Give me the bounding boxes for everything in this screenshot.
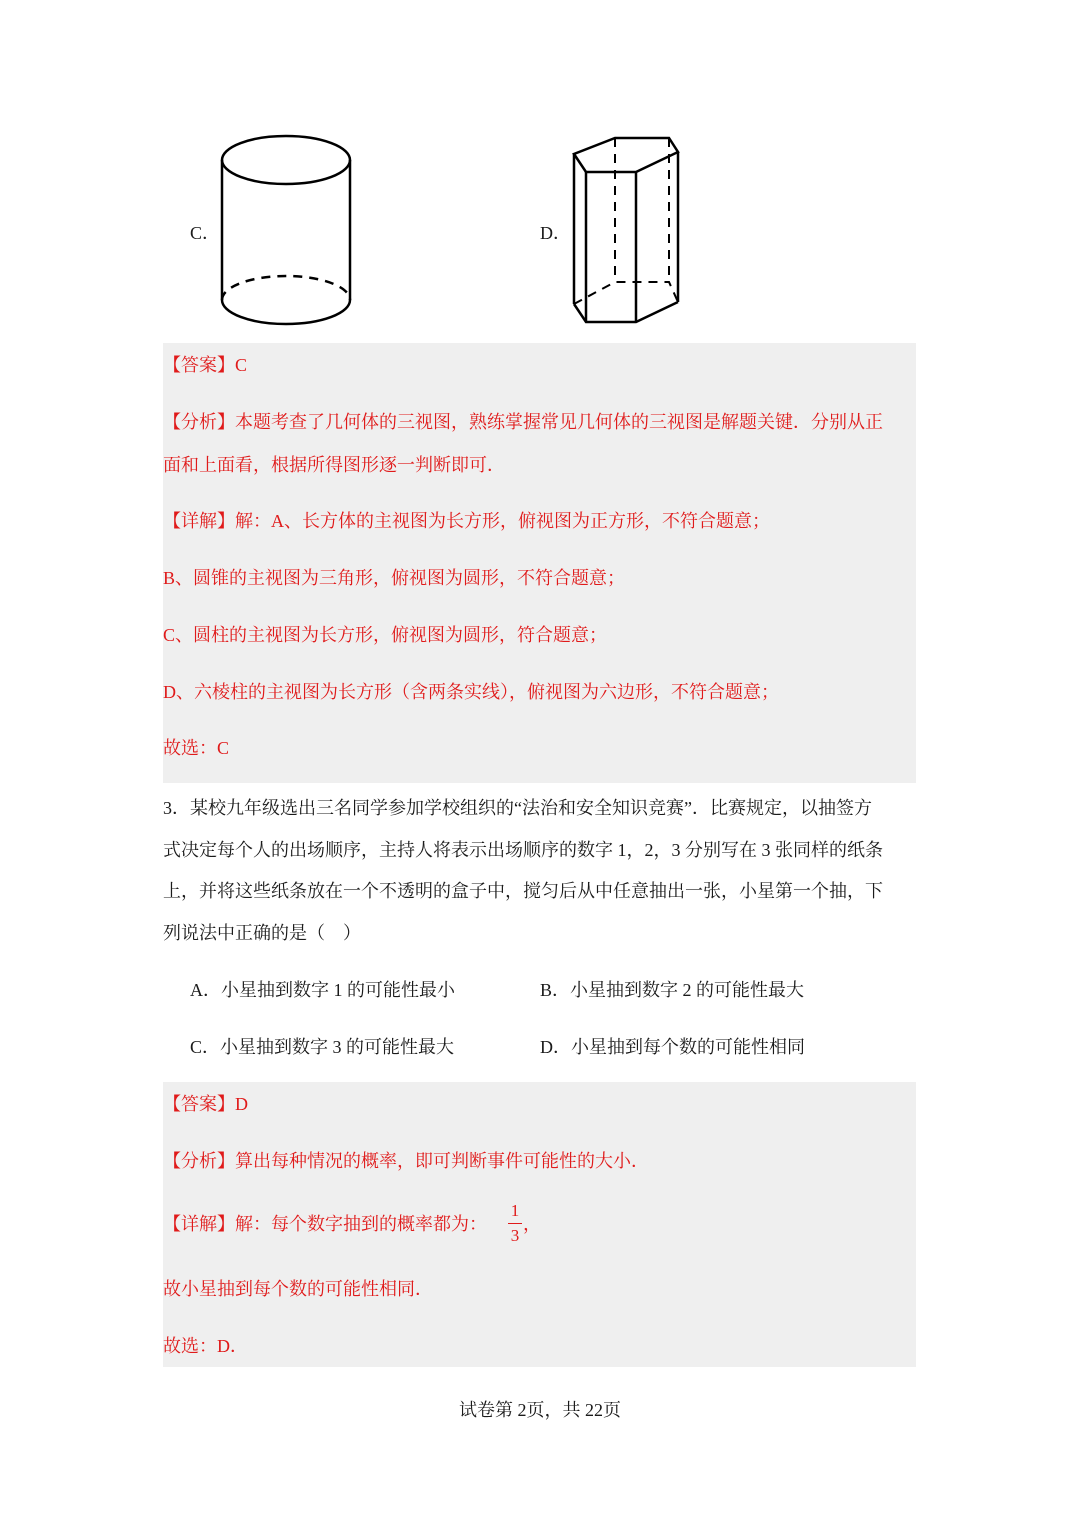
q3-analysis-tag: 【分析】 xyxy=(163,1151,235,1171)
question-3-answer-block xyxy=(163,1082,916,1367)
q3-analysis-line xyxy=(163,1149,649,1173)
q3-detail-line-2: 故小星抽到每个数的可能性相同． xyxy=(163,1279,433,1299)
answer-line xyxy=(163,353,247,377)
answer-tag: 【答案】 xyxy=(163,355,235,375)
choice-b: B．小星抽到数字 2 的可能性最大 xyxy=(540,980,805,1000)
choice-c: C．小星抽到数字 3 的可能性最大 xyxy=(190,1037,455,1057)
option-d-label: D． xyxy=(540,223,571,243)
q3-answer-line xyxy=(163,1092,248,1116)
q3-answer-tag: 【答案】 xyxy=(163,1094,235,1114)
question-3-line-4: 列说法中正确的是（ ） xyxy=(163,923,361,943)
detail-line-2: B、圆锥的主视图为三角形，俯视图为圆形，不符合题意； xyxy=(163,568,626,588)
detail-conclusion: 故选：C xyxy=(163,738,230,758)
analysis-line-2: 面和上面看，根据所得图形逐一判断即可． xyxy=(163,455,505,475)
q3-detail-line-1 xyxy=(163,1212,487,1236)
question-3-line-3: 上，并将这些纸条放在一个不透明的盒子中，搅匀后从中任意抽出一张，小星第一个抽，下 xyxy=(163,881,883,901)
q3-analysis-text: 算出每种情况的概率，即可判断事件可能性的大小． xyxy=(235,1151,649,1171)
previous-answer-block xyxy=(163,343,916,783)
q3-detail-conclusion: 故选：D． xyxy=(163,1336,248,1356)
fraction-numerator: 1 xyxy=(510,1201,520,1220)
option-c-label: C． xyxy=(190,223,221,243)
detail-line-3: C、圆柱的主视图为长方形，俯视图为圆形，符合题意； xyxy=(163,625,608,645)
detail-text-1: 解：A、长方体的主视图为长方形，俯视图为正方形，不符合题意； xyxy=(235,511,770,531)
page-footer: 试卷第 2页，共 22页 xyxy=(459,1400,621,1420)
q3-answer-value: D xyxy=(235,1094,248,1114)
q3-detail-text: 解：每个数字抽到的概率都为： xyxy=(235,1214,487,1234)
analysis-line-1 xyxy=(163,410,883,434)
question-3-line-1: 3．某校九年级选出三名同学参加学校组织的“法治和安全知识竞赛”．比赛规定，以抽签方 xyxy=(163,798,872,818)
analysis-text-1: 本题考查了几何体的三视图，熟练掌握常见几何体的三视图是解题关键．分别从正 xyxy=(235,412,883,432)
cylinder-figure xyxy=(215,130,360,330)
answer-value: C xyxy=(235,355,248,375)
choice-d: D．小星抽到每个数的可能性相同 xyxy=(540,1037,805,1057)
detail-line-4: D、六棱柱的主视图为长方形（含两条实线），俯视图为六边形，不符合题意； xyxy=(163,682,779,702)
choice-a: A．小星抽到数字 1 的可能性最小 xyxy=(190,980,455,1000)
q3-detail-after-fraction: ， xyxy=(523,1214,541,1234)
question-3-line-2: 式决定每个人的出场顺序，主持人将表示出场顺序的数字 1，2，3 分别写在 3 张同样的纸条 xyxy=(163,840,883,860)
fraction-bar xyxy=(508,1223,522,1224)
analysis-tag: 【分析】 xyxy=(163,412,235,432)
fraction-denominator: 3 xyxy=(510,1226,520,1245)
detail-tag: 【详解】 xyxy=(163,511,235,531)
detail-line-1 xyxy=(163,509,770,533)
q3-detail-tag: 【详解】 xyxy=(163,1214,235,1234)
hexagonal-prism-figure xyxy=(565,132,690,332)
